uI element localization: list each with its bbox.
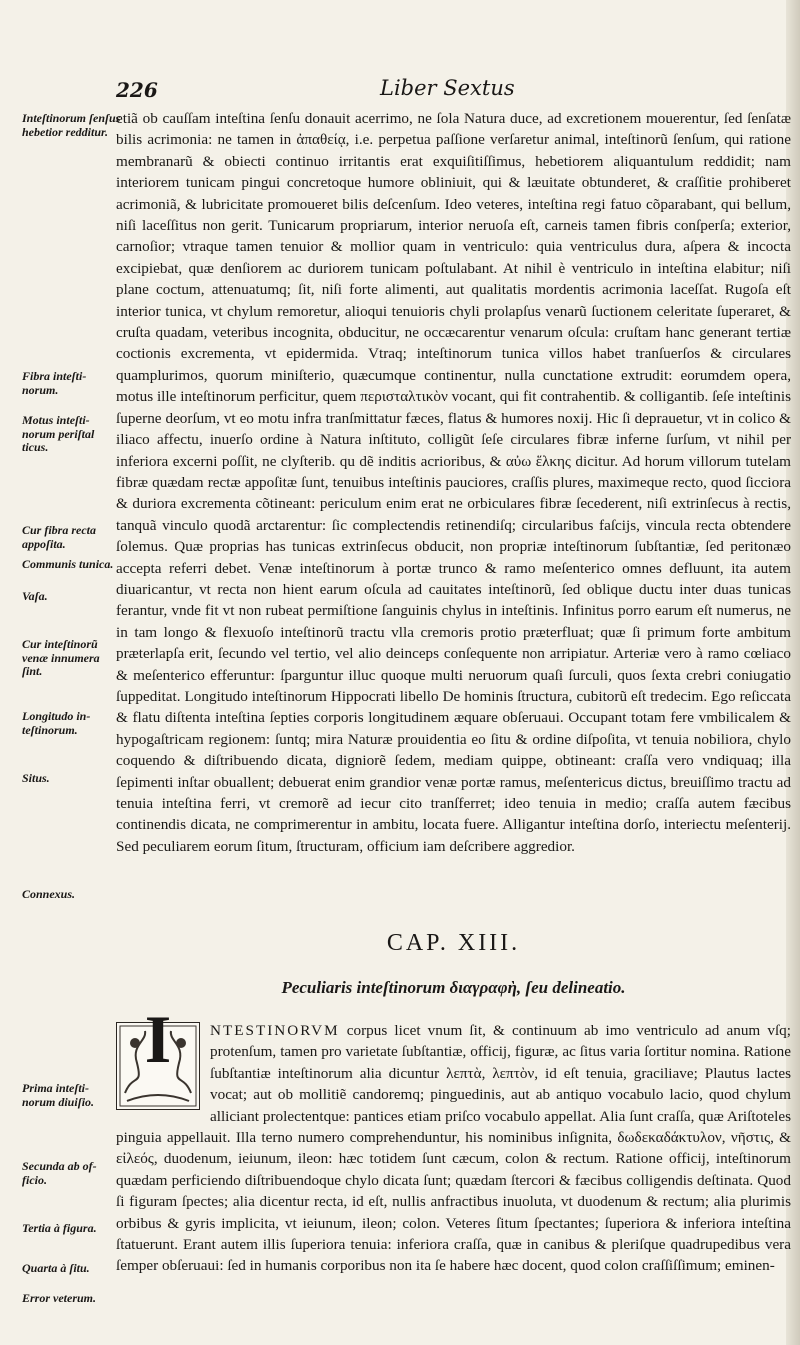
margin-note: Longitudo in- teſtinorum. bbox=[22, 709, 91, 737]
margin-note: Error veterum. bbox=[22, 1291, 97, 1305]
margin-note: Communis tunica. bbox=[22, 557, 114, 571]
margin-note: Connexus. bbox=[22, 887, 76, 901]
margin-note: Tertia à figura. bbox=[22, 1221, 97, 1235]
body-text-part2-content: corpus licet vnum ſit, & continuum ab imo ventriculo ad anum vſq; protenſum, tamen pro varietate ſubſtantiæ, officij, figuræ, ac ſitus varia ſortitur nomina. Ratione ſubſtantiæ inteſtinorum alia dicuntur λεπτὰ, λεπτὸν, id eſt tenuia, graciliave; Plautus lactes vocat; aut ob mollitiẽ candoremq; pinguedinis, aut ab antiquo vocabulo lacio, quod chylum alliciant prolectentque: pantices etiam priſco vocabulo appellat. Alia ſunt craſſa, quæ Ariſtoteles pinguia appellauit. Illa terno numero comprehenduntur, his nominibus inſignita, δωδεκαδάκτυλον, νῆστις, & εἰλεός, duodenum, ieiunum, ileon: hæc totidem ſunt cæcum, colon & rectum. Ratione officij, inteſtinorum quædam perficiendo diſtribuendoque chylo dicata ſunt; quædam ſtercori & fæcibus colligendis deſtinata. Quod ſi figuram ſpectes; alia dicentur recta, id eſt, nullis anfractibus inuoluta, vt duodenum & rectum; alia plurimis orbibus & gyris implicita, vt ieiunum, ileon; colon. Veteres ſitum ſpectantes; ſuperiora & inferiora inteſtina ſtatuerunt. Erant autem illis ſuperiora tenuia: inferiora craſſa, quæ in canibus & pleriſque quadrupedibus vera ſemper obſeruaui: ſed in humanis corporibus non ita ſe habere hæc docent, quod colon craſſiſſimum; eminen- bbox=[116, 1022, 791, 1275]
initial-letter: I bbox=[144, 1001, 172, 1077]
margin-note: Situs. bbox=[22, 771, 50, 785]
margin-note: Motus inteſti- norum periſtal ticus. bbox=[22, 413, 95, 454]
chapter-title: CAP. XIII. bbox=[386, 930, 521, 956]
margin-note: Quarta à ſitu. bbox=[22, 1261, 90, 1275]
margin-note: Prima inteſti- norum diuiſio. bbox=[22, 1081, 95, 1109]
margin-note: Vaſa. bbox=[22, 589, 48, 603]
margin-note: Fibra inteſti- norum. bbox=[22, 369, 87, 397]
page-number: 226 bbox=[116, 78, 158, 102]
body-text-part2 bbox=[116, 1001, 791, 1277]
chapter-subtitle: Peculiaris inteſtinorum διαγραφὴ, ſeu delineatio. bbox=[281, 978, 626, 997]
decorated-initial bbox=[116, 1001, 200, 1110]
margin-note: Inteſtinorum ſenſus hebetior redditur. bbox=[22, 111, 121, 139]
running-head: Liber Sextus bbox=[380, 76, 515, 100]
margin-note: Cur inteſtinorũ venæ innumera ſint. bbox=[22, 637, 100, 678]
body-text-part1: etiã ob cauſſam inteſtina ſenſu donauit acerrimo, ne ſola Natura duce, ad excretionem mouerentur, ſed ſenſatæ bilis acrimonia: ne tamen in ἀπαθείᾳ, i.e. perpetua paſſione verſaretur animal, inteſtinorũ ſenſum, qui ratione membranarũ & obiecti continuo irritantis erat exquiſitiſſimus, hebetiorem aliquantulum reddidit; nam interiorem tunicam pingui concretoque humore obliniuit, qui & læuitate obtunderet, & craſſitie prohiberet acrimoniã, & lubricitate promoueret bilis deſcenſum. Ideo veteres, inteſtina regi fatuo cõparabant, qui bellum, niſi laceſſitus non gerit. Tunicarum propriarum, interior neruoſa eſt, carneis tamen fibris conſperſa; exterior, carnoſior; vtraque tamen tenuior & mollior quam in ventriculo: quia ventriculus dura, aſpera & incocta excipiebat, quæ denſiorem ac duriorem tunicam poſtulabant. At nihil è ventriculo in inteſtina elabitur; niſi plane coctum, attenuatumq; ſit, niſi forte alimenti, aut qualitatis mordentis acrimonia laceſſat. Rugoſa eſt interior tunica, vt chylum remoretur, alioqui tenuioris chyli prolapſus venarũ ſuctionem celeritate ſuperaret, & cruſta quadam, veteribus incognita, obducitur, ne occæcarentur venarum oſcula: cruſtam hanc generant tertiæ coctionis excrementa, vt epidermida. Vtraq; inteſtinorum tunica villos habet tranſuerſos & circulares quamplurimos, quorum miniſterio, quæcumque continentur, nulla cunctatione extrudit: eorumdem opera, motus ille inteſtinorum perficitur, quem περισταλτικὸν vocant, qui fit contrahentib. & colligantib. ſeſe inteſtinis ſuperne deorſum, vt eo motu infra tranſmittatur fæces, flatus & humores noxij. Hic ſi deprauetur, vt in colico & iliaco affectu, inuerſo ordine à Natura inſtituto, colligũt ſeſe circulares fibræ inferne ſurſum, vt nihil per inferiora excerni poſſit, ne clyſterib. qu dẽ inditis acrioribus, & αὐω ἕλκης dicitur. Ad horum villorum tutelam fibræ quædam rectæ appoſitæ ſunt, tenuibus inteſtinis pauciores, craſſis plures, maximeque recto, quod ſicciora & duriora excrementa cõtineant: periculum enim erat ne orbiculares fibræ ſecederent, niſi extrinſecus à rectis, tanquã vinculo quodã arctarentur: ſic complectendis retinendiſq; circularibus faſcijs, vincula recta obtendere ſolemus. Quæ proprias has tunicas extrinſecus obducit, non propriæ inteſtinorum ſubſtantiæ, ſed peritonæo accepta referri debet. Venæ inteſtinorum à portæ trunco & ramo meſenterico omnes defluunt, ita autem diuaricantur, vt recta non hient earum oſcula ad cauitates inteſtinorũ, ſed oblique ductu inter duas tunicas ferantur, vnde fit vt non rubeat permiſtione ſanguinis chylus in inteſtinis. Infinitus porro earum eſt numerus, ne in tam longo & flexuoſo inteſtinorũ tractu vlla cremoris protio præterfluat; quæ ſi primum forte ambitum præterlapſa erit, ſecundo vel tertio, vel alio deinceps conſequente non arripiatur. Arteriæ vero à ramo cœliaco & meſenterico efferuntur: ſparguntur illuc quoque multi neruorum quaſi ſurculi, quos ſexta crebri coniugatio ſuppeditat. Longitudo inteſtinorum Hippocrati libello De hominis ſtructura, cubitorũ eſt tredecim. Ego reſiccata & flatu diſtenta inteſtina ſepties corporis longitudinem æquare obſeruaui. Occupant totam fere vmbilicalem & hypogaſtricam regionem: ſuntq; mira Naturæ prouidentia eo ſitu & ordine diſpoſita, vt tenuia nobiliora, chylo coquendo & diſtribuendo dicata, digniorẽ ſedem, mediam quippe, obtineant: craſſa vero vndiquaq; illa ſepimenti inſtar obuallent; debuerat enim grandior venæ portæ ramus, meſentericus dictus, breuiſſimo tractu ad tenuia inteſtina ferri, vt cremorẽ ad iecur cito tranſferret; ideo tenuia in medio; craſſa autem fæcibus continendis dicata, ne comprimerentur in ambitu, locata fuere. Alligantur inteſtina dorſo, interiectu meſenterij. Sed peculiarem eorum ſitum, ſtructuram, officium iam deſcribere aggredior. bbox=[116, 110, 791, 855]
opening-word: NTESTINORVM bbox=[210, 1022, 340, 1039]
margin-note: Cur fibra recta appoſita. bbox=[22, 523, 97, 551]
margin-note: Secunda ab of- ficio. bbox=[22, 1159, 97, 1187]
